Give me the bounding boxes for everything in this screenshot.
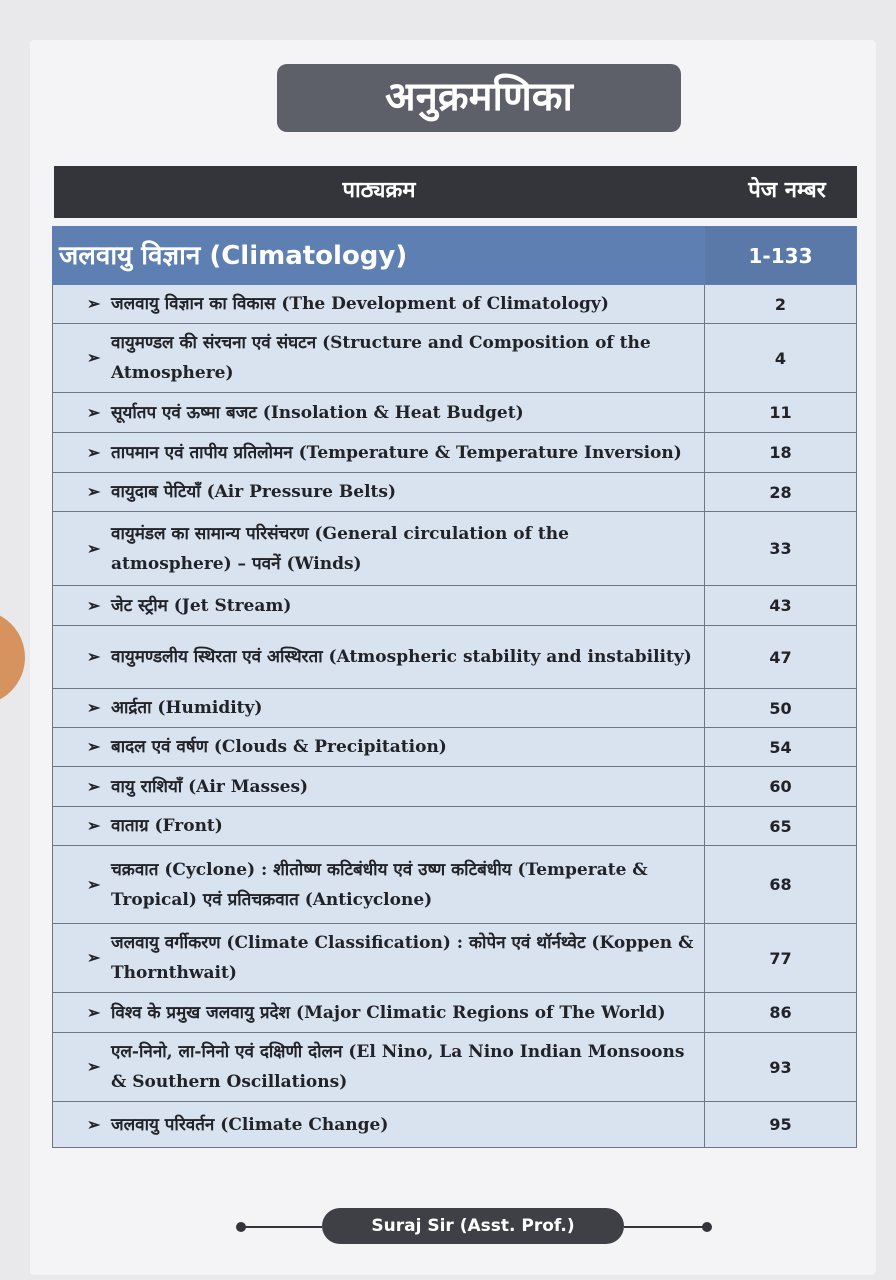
table-row[interactable]	[53, 433, 857, 473]
arrow-icon: ➢	[87, 1002, 101, 1022]
row-topic	[53, 689, 705, 728]
arrow-icon: ➢	[87, 776, 101, 796]
table-header	[54, 166, 857, 218]
arrow-icon: ➢	[87, 698, 101, 717]
row-page-number: 33	[705, 512, 857, 586]
row-page-number: 4	[705, 324, 857, 393]
row-topic-text: सूर्यातप एवं ऊष्मा बजट (Insolation & Heat Budget)	[111, 402, 524, 423]
row-topic	[53, 393, 705, 433]
row-topic-text: वायुदाब पेटियाँ (Air Pressure Belts)	[111, 482, 397, 502]
footer-author: Suraj Sir (Asst. Prof.)	[322, 1208, 624, 1244]
row-page-number: 11	[705, 393, 857, 433]
table-row[interactable]	[53, 324, 857, 393]
table-row[interactable]	[53, 846, 857, 924]
table-row[interactable]	[53, 1033, 857, 1102]
table-row[interactable]	[53, 626, 857, 689]
arrow-icon: ➢	[87, 1057, 101, 1076]
row-page-number: 93	[705, 1033, 857, 1102]
row-topic	[53, 512, 705, 586]
row-page-number: 18	[705, 433, 857, 473]
arrow-icon: ➢	[87, 294, 101, 313]
row-page-number: 77	[705, 924, 857, 993]
page-title: अनुक्रमणिका	[277, 64, 681, 132]
table-row[interactable]	[53, 512, 857, 586]
arrow-icon: ➢	[87, 737, 101, 756]
row-topic-text: वायु राशियाँ (Air Masses)	[111, 776, 309, 797]
table-row[interactable]	[53, 393, 857, 433]
row-topic-text: एल-निनो, ला-निनो एवं दक्षिणी दोलन (El Nino, La Nino Indian Monsoons & Southern Oscillations)	[111, 1042, 685, 1092]
section-title: जलवायु विज्ञान (Climatology)	[53, 227, 705, 285]
row-topic-text: वायुमंडल का सामान्य परिसंचरण (General circulation of the atmosphere) – पवनें (Winds)	[111, 523, 569, 574]
arrow-icon: ➢	[87, 348, 101, 367]
row-topic-text: वाताग्र (Front)	[111, 816, 223, 836]
table-row[interactable]	[53, 586, 857, 626]
row-page-number: 95	[705, 1102, 857, 1148]
row-topic-text: तापमान एवं तापीय प्रतिलोमन (Temperature & Temperature Inversion)	[111, 442, 682, 463]
row-topic	[53, 324, 705, 393]
row-page-number: 43	[705, 586, 857, 626]
row-topic	[53, 285, 705, 324]
section-pages: 1-133	[705, 227, 857, 285]
row-topic-text: जलवायु विज्ञान का विकास (The Development of Climatology)	[111, 294, 609, 314]
table-row[interactable]	[53, 1102, 857, 1148]
row-page-number: 60	[705, 767, 857, 807]
arrow-icon: ➢	[87, 595, 101, 615]
row-topic-text: वायुमण्डलीय स्थिरता एवं अस्थिरता (Atmospheric stability and instability)	[111, 647, 692, 667]
arrow-icon: ➢	[87, 1114, 101, 1134]
row-topic-text: चक्रवात (Cyclone) : शीतोष्ण कटिबंधीय एवं उष्ण कटिबंधीय (Temperate & Tropical) एवं प्रतिचक्रवात (Anticyclone)	[111, 859, 648, 910]
arrow-icon: ➢	[87, 948, 101, 967]
row-page-number: 54	[705, 728, 857, 767]
row-topic-text: विश्व के प्रमुख जलवायु प्रदेश (Major Climatic Regions of The World)	[111, 1002, 666, 1023]
footer-dot-left	[236, 1222, 246, 1232]
row-page-number: 86	[705, 993, 857, 1033]
row-topic-text: जलवायु वर्गीकरण (Climate Classification) : कोपेन एवं थॉर्नथ्वेट (Koppen & Thornthwait)	[111, 933, 694, 983]
row-page-number: 47	[705, 626, 857, 689]
row-topic	[53, 728, 705, 767]
row-topic	[53, 807, 705, 846]
footer-line-right	[624, 1226, 706, 1228]
table-row[interactable]	[53, 285, 857, 324]
row-topic-text: जेट स्ट्रीम (Jet Stream)	[111, 595, 292, 616]
row-page-number: 68	[705, 846, 857, 924]
row-topic	[53, 473, 705, 512]
contents-table	[52, 226, 857, 1148]
table-row[interactable]	[53, 767, 857, 807]
row-topic	[53, 626, 705, 689]
row-page-number: 50	[705, 689, 857, 728]
row-topic	[53, 586, 705, 626]
table-row[interactable]	[53, 807, 857, 846]
row-topic	[53, 1033, 705, 1102]
section-row[interactable]	[53, 227, 857, 285]
header-topic: पाठ्यक्रम	[342, 178, 416, 203]
row-topic	[53, 993, 705, 1033]
arrow-icon: ➢	[87, 482, 101, 501]
row-page-number: 2	[705, 285, 857, 324]
row-topic	[53, 433, 705, 473]
header-page: पेज नम्बर	[748, 178, 826, 203]
row-page-number: 28	[705, 473, 857, 512]
table-row[interactable]	[53, 924, 857, 993]
row-topic-text: जलवायु परिवर्तन (Climate Change)	[111, 1114, 389, 1135]
footer-line-left	[240, 1226, 322, 1228]
arrow-icon: ➢	[87, 442, 101, 462]
row-topic	[53, 1102, 705, 1148]
arrow-icon: ➢	[87, 874, 101, 894]
arrow-icon: ➢	[87, 647, 101, 666]
arrow-icon: ➢	[87, 402, 101, 422]
table-row[interactable]	[53, 473, 857, 512]
table-row[interactable]	[53, 728, 857, 767]
row-topic-text: वायुमण्डल की संरचना एवं संघटन (Structure and Composition of the Atmosphere)	[111, 333, 651, 383]
row-topic-text: आर्द्रता (Humidity)	[111, 698, 263, 718]
table-row[interactable]	[53, 993, 857, 1033]
row-topic	[53, 924, 705, 993]
arrow-icon: ➢	[87, 816, 101, 835]
footer-dot-right	[702, 1222, 712, 1232]
row-topic	[53, 767, 705, 807]
row-topic	[53, 846, 705, 924]
thumb	[0, 610, 25, 705]
row-topic-text: बादल एवं वर्षण (Clouds & Precipitation)	[111, 737, 447, 757]
arrow-icon: ➢	[87, 538, 101, 558]
row-page-number: 65	[705, 807, 857, 846]
table-row[interactable]	[53, 689, 857, 728]
